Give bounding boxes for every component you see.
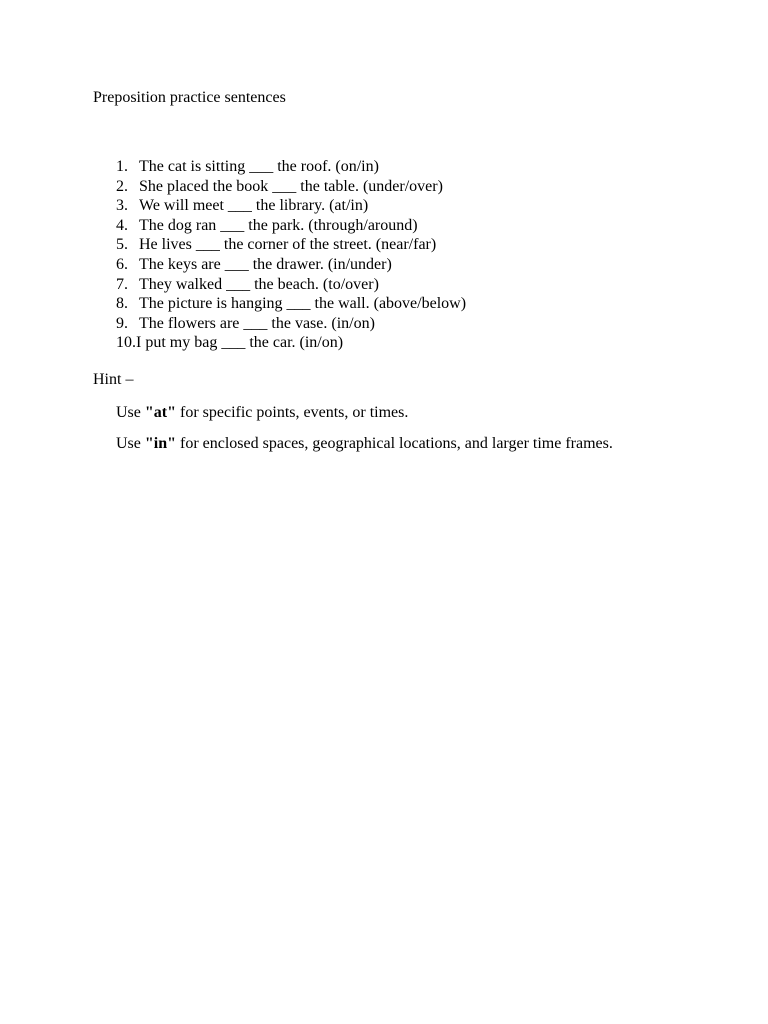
- list-item-text: The cat is sitting ___ the roof. (on/in): [139, 158, 379, 175]
- list-item: [116, 177, 466, 197]
- list-item: [116, 255, 466, 275]
- list-item-number: 9.: [116, 314, 128, 332]
- list-item: [116, 275, 466, 295]
- document-title: Preposition practice sentences: [93, 89, 286, 106]
- list-item-number: 6.: [116, 255, 128, 273]
- list-item-text: The picture is hanging ___ the wall. (above/below): [139, 295, 467, 313]
- list-item-number: 8.: [116, 295, 128, 313]
- hint-at: [93, 402, 653, 423]
- list-item-text: The dog ran ___ the park. (through/around): [139, 216, 418, 234]
- list-item-number: 2.: [116, 177, 128, 195]
- list-item: [116, 216, 466, 236]
- hint-at-keyword: "at": [144, 404, 176, 421]
- hint-at-prefix: Use: [116, 404, 145, 421]
- list-item-number: 1.: [116, 158, 128, 175]
- hint-in: [93, 433, 653, 454]
- hint-in-text: for enclosed spaces, geographical locations, and larger time frames.: [176, 435, 613, 452]
- list-item-text: I put my bag ___ the car. (in/on): [136, 334, 344, 352]
- hint-in-keyword: "in": [144, 435, 176, 452]
- list-item: [116, 333, 466, 353]
- list-item: [116, 196, 466, 216]
- list-item-text: They walked ___ the beach. (to/over): [139, 275, 379, 293]
- list-item-text: We will meet ___ the library. (at/in): [139, 197, 369, 215]
- list-item: [116, 157, 466, 177]
- list-item-number: 3.: [116, 197, 128, 215]
- list-item: [116, 294, 466, 314]
- list-item-number: 7.: [116, 275, 128, 293]
- list-item-text: He lives ___ the corner of the street. (near/far): [139, 236, 437, 254]
- hint-at-text: for specific points, events, or times.: [175, 404, 409, 421]
- list-item-number: 5.: [116, 236, 128, 254]
- hint-heading: Hint –: [93, 371, 134, 388]
- list-item-text: The keys are ___ the drawer. (in/under): [139, 255, 392, 273]
- list-item-text: She placed the book ___ the table. (under/over): [139, 177, 443, 195]
- list-item: [116, 235, 466, 255]
- list-item-number: 4.: [116, 216, 128, 234]
- exercise-list: [116, 157, 466, 353]
- list-item-text: The flowers are ___ the vase. (in/on): [139, 314, 375, 332]
- list-item: [116, 314, 466, 334]
- hint-in-prefix: Use: [116, 435, 145, 452]
- list-item-number: 10.: [116, 334, 136, 352]
